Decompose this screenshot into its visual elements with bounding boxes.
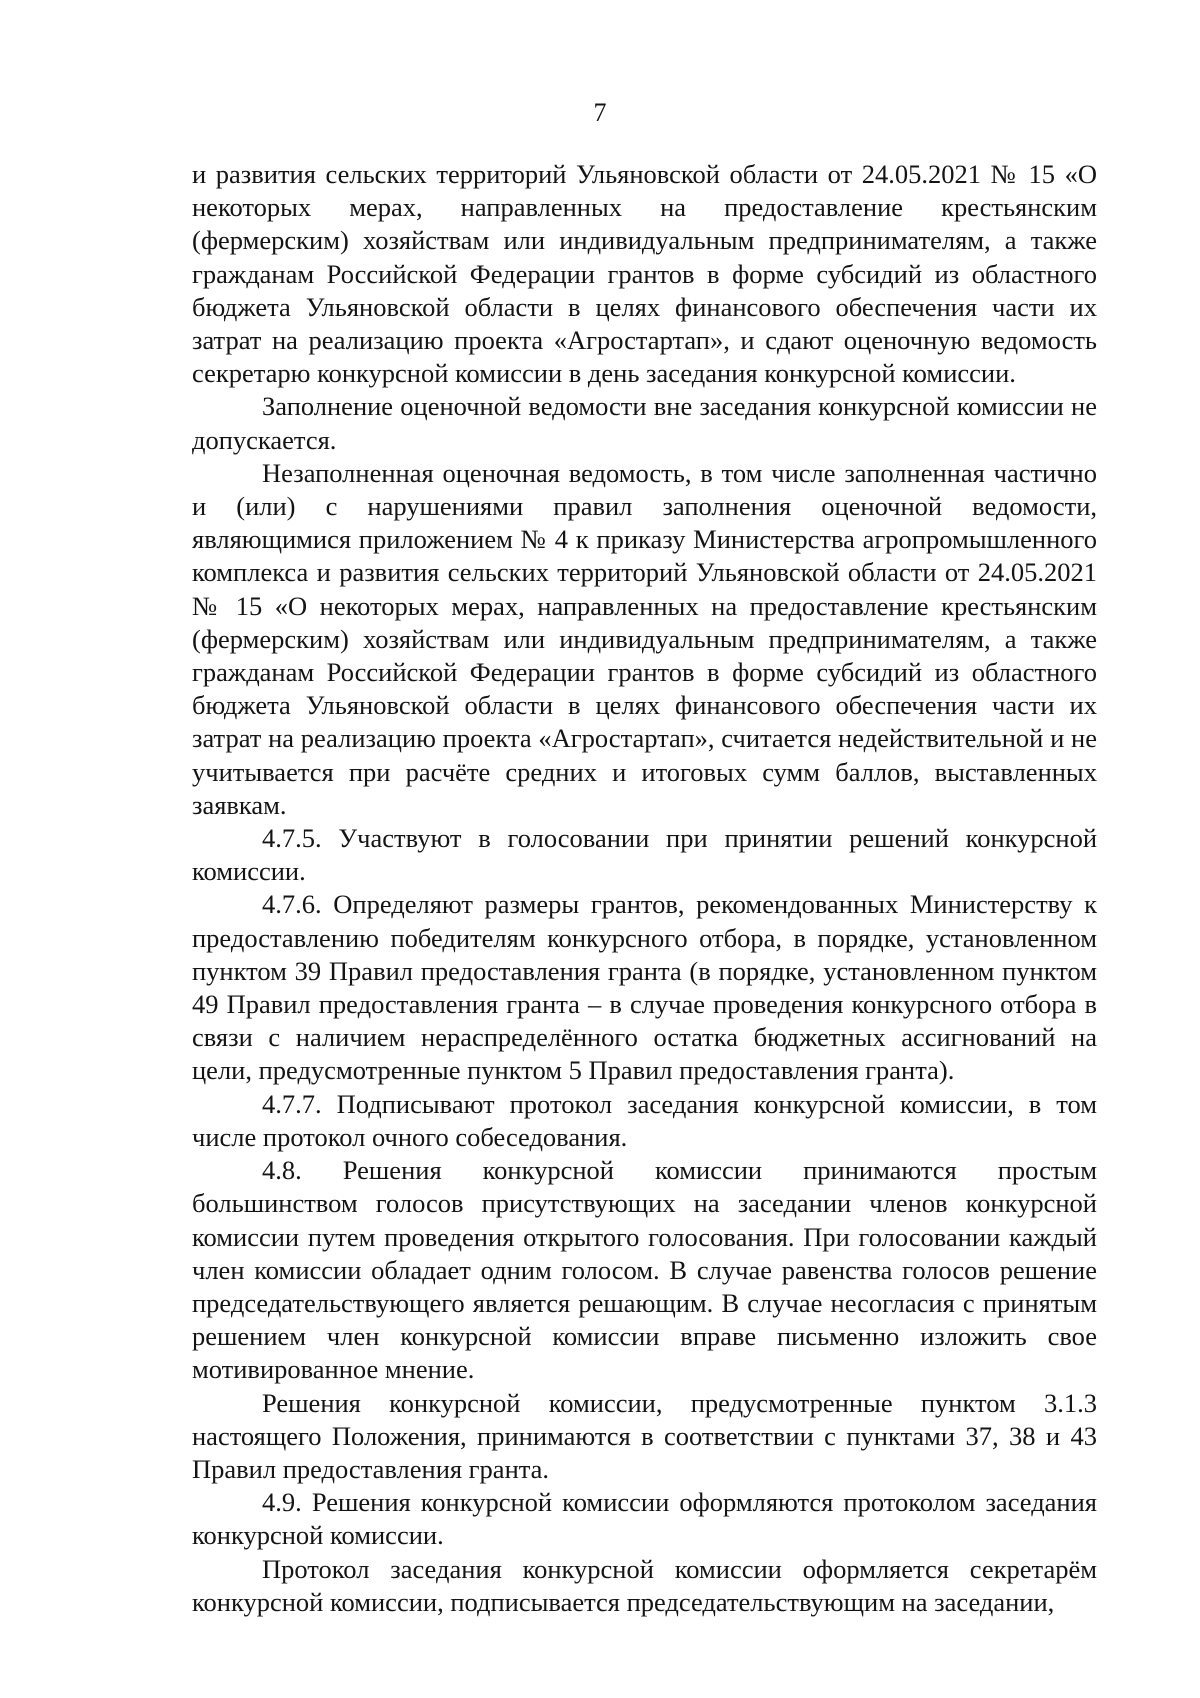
paragraph: 4.8. Решения конкурсной комиссии принимаются простым большинством голосов присутствующих на заседании членов конкурсной комиссии путем проведения открытого голосования. При голосовании каждый член комиссии обладает одним голосом. В случае равенства голосов решение председательствующего является решающим. В случае несогласия с принятым решением член конкурсной комиссии вправе письменно изложить свое мотивированное мнение. <box>192 1155 1097 1385</box>
paragraph: 4.7.7. Подписывают протокол заседания конкурсной комиссии, в том числе протокол очного собеседования. <box>192 1088 1097 1152</box>
page-number: 7 <box>593 98 607 127</box>
paragraph: Незаполненная оценочная ведомость, в том числе заполненная частично и (или) с нарушениями правил заполнения оценочной ведомости, являющимися приложением № 4 к приказу Министерства агропромышленного комплекса и развития сельских территорий Ульяновской области от 24.05.2021 № 15 «О некоторых мерах, направленных на предоставление крестьянским (фермерским) хозяйствам или индивидуальным предпринимателям, а также гражданам Российской Федерации грантов в форме субсидий из областного бюджета Ульяновской области в целях финансового обеспечения части их затрат на реализацию проекта «Агростартап», считается недействительной и не учитывается при расчёте средних и итоговых сумм баллов, выставленных заявкам. <box>192 457 1097 820</box>
paragraph: Заполнение оценочной ведомости вне заседания конкурсной комиссии не допускается. <box>192 391 1097 455</box>
paragraph: 4.7.5. Участвуют в голосовании при принятии решений конкурсной комиссии. <box>192 823 1097 887</box>
paragraph: Протокол заседания конкурсной комиссии оформляется секретарём конкурсной комиссии, подписывается председательствующим на заседании, <box>192 1553 1097 1617</box>
paragraph: и развития сельских территорий Ульяновской области от 24.05.2021 № 15 «О некоторых мерах, направленных на предоставление крестьянским (фермерским) хозяйствам или индивидуальным предпринимателям, а также гражданам Российской Федерации грантов в форме субсидий из областного бюджета Ульяновской области в целях финансового обеспечения части их затрат на реализацию проекта «Агростартап», и сдают оценочную ведомость секретарю конкурсной комиссии в день заседания конкурсной комиссии. <box>192 159 1097 389</box>
paragraph: Решения конкурсной комиссии, предусмотренные пунктом 3.1.3 настоящего Положения, принимаются в соответствии с пунктами 37, 38 и 43 Правил предоставления гранта. <box>192 1387 1097 1484</box>
document-body <box>192 158 1097 1619</box>
paragraph: 4.9. Решения конкурсной комиссии оформляются протоколом заседания конкурсной комиссии. <box>192 1487 1097 1551</box>
paragraph: 4.7.6. Определяют размеры грантов, рекомендованных Министерству к предоставлению победителям конкурсного отбора, в порядке, установленном пунктом 39 Правил предоставления гранта (в порядке, установленном пунктом 49 Правил предоставления гранта – в случае проведения конкурсного отбора в связи с наличием нераспределённого остатка бюджетных ассигнований на цели, предусмотренные пунктом 5 Правил предоставления гранта). <box>192 889 1097 1086</box>
